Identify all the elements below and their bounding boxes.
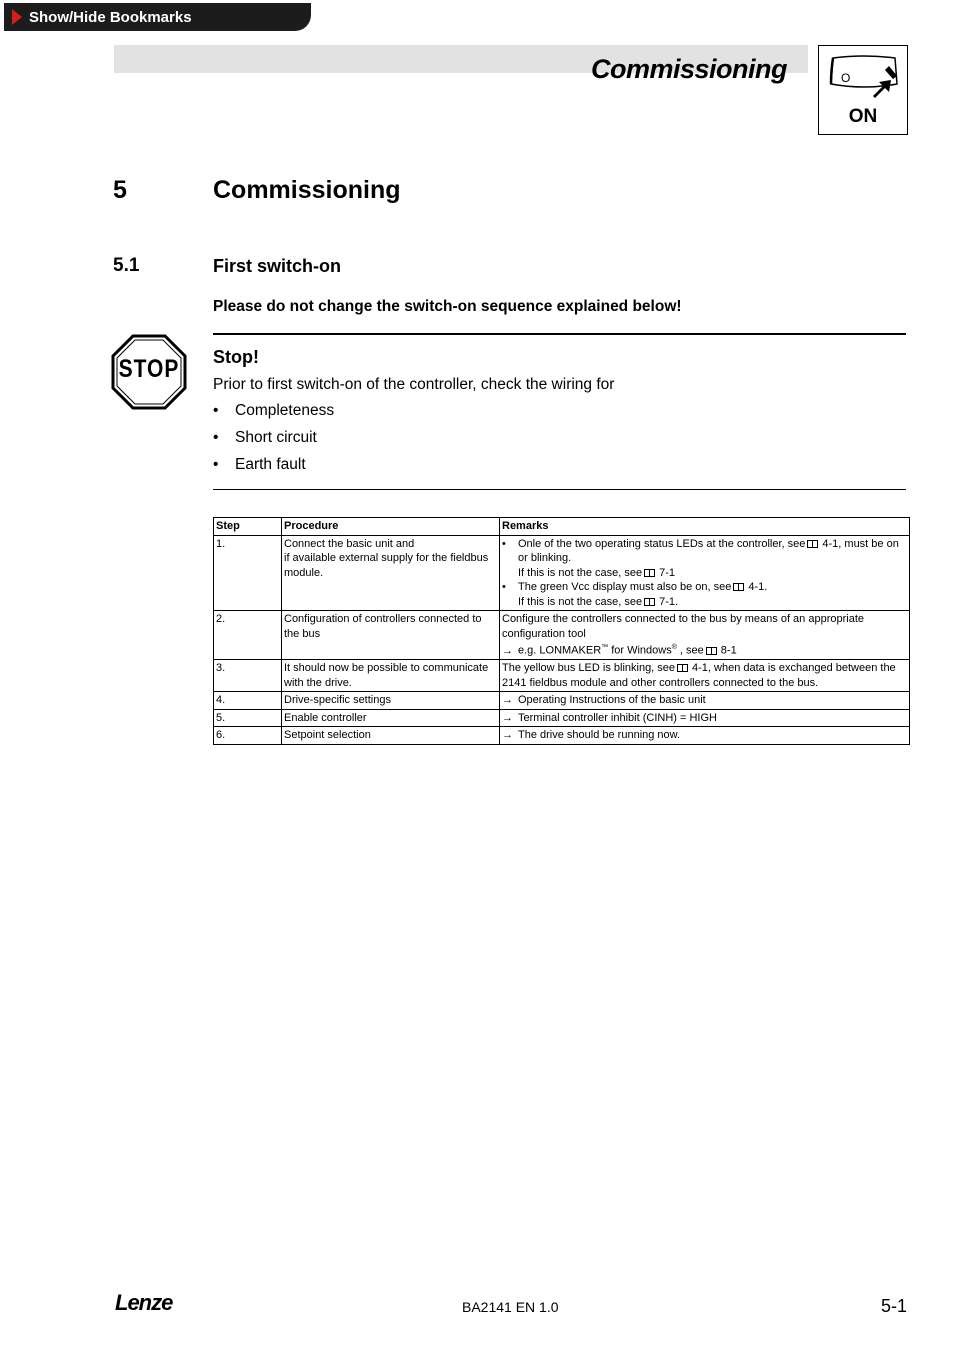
step-cell: 1. — [214, 535, 282, 611]
column-header-remarks: Remarks — [500, 518, 910, 536]
table-row — [214, 660, 910, 692]
manual-reference-icon — [644, 569, 655, 577]
procedure-cell: Drive-specific settings — [282, 692, 500, 710]
step-cell: 3. — [214, 660, 282, 692]
divider-bottom — [213, 489, 906, 490]
commissioning-steps-table — [213, 517, 910, 745]
step-cell: 4. — [214, 692, 282, 710]
procedure-cell: Connect the basic unit and if available external supply for the fieldbus module. — [282, 535, 500, 611]
table-row — [214, 709, 910, 727]
arrow-right-icon: → — [502, 694, 513, 707]
lenze-logo: Lenze — [115, 1290, 173, 1315]
remarks-cell: The yellow bus LED is blinking, see 4-1, when data is exchanged between the 2141 fieldbus module and other controllers connected to the bus. — [500, 660, 910, 692]
switch-on-label: ON — [848, 106, 878, 127]
triangle-right-icon — [12, 9, 22, 25]
procedure-cell: Configuration of controllers connected to the bus — [282, 611, 500, 660]
section-number: 5.1 — [113, 255, 140, 276]
list-item-text: Earth fault — [235, 456, 306, 473]
section-title: First switch-on — [213, 256, 342, 276]
table-header-row — [214, 518, 910, 536]
stop-sign-icon — [111, 334, 187, 415]
procedure-cell: Enable controller — [282, 709, 500, 727]
step-cell: 6. — [214, 727, 282, 745]
list-item: • Short circuit — [213, 429, 317, 446]
remarks-cell: → Terminal controller inhibit (CINH) = HIGH — [500, 709, 910, 727]
procedure-cell: It should now be possible to communicate with the drive. — [282, 660, 500, 692]
manual-reference-icon — [644, 598, 655, 606]
remarks-cell: Configure the controllers connected to the bus by means of an appropriate configuration tool → e.g. LONMAKER™ for Windows® , see 8-1 — [500, 611, 910, 660]
column-header-step: Step — [214, 518, 282, 536]
chapter-title: Commissioning — [213, 176, 401, 204]
manual-reference-icon — [706, 647, 717, 655]
divider-top — [213, 333, 906, 335]
stop-title: Stop! — [213, 347, 259, 367]
header-title: Commissioning — [590, 54, 787, 84]
show-hide-bookmarks-label: Show/Hide Bookmarks — [29, 8, 192, 26]
step-cell: 5. — [214, 709, 282, 727]
list-item: • Completeness — [213, 402, 335, 419]
warning-text: Please do not change the switch-on sequence explained below! — [213, 298, 682, 315]
arrow-right-icon: → — [502, 644, 513, 657]
procedure-cell: Setpoint selection — [282, 727, 500, 745]
list-item: • Earth fault — [213, 456, 306, 473]
list-item-text: Short circuit — [235, 429, 317, 446]
table-row — [214, 611, 910, 660]
table-row — [214, 535, 910, 611]
show-hide-bookmarks-button[interactable] — [4, 3, 311, 31]
chapter-number: 5 — [113, 176, 127, 204]
list-item-text: Completeness — [235, 402, 335, 419]
remarks-cell: • Onle of the two operating status LEDs at the controller, see 4-1, must be on or blinking. If this is not the case, see 7-1 • The green Vcc display must also be on, see 4-1. If this is not the case, see 7-1. — [500, 535, 910, 611]
page-number: 5-1 — [880, 1296, 907, 1316]
switch-off-symbol: O — [841, 71, 851, 85]
remarks-cell: → The drive should be running now. — [500, 727, 910, 745]
wiring-check-list — [213, 402, 334, 483]
manual-reference-icon — [677, 664, 688, 672]
arrow-right-icon: → — [502, 711, 513, 724]
remarks-cell: → Operating Instructions of the basic unit — [500, 692, 910, 710]
stop-intro: Prior to first switch-on of the controller, check the wiring for — [213, 376, 615, 393]
arrow-right-icon: → — [502, 729, 513, 742]
table-row — [214, 727, 910, 745]
manual-reference-icon — [807, 540, 818, 548]
step-cell: 2. — [214, 611, 282, 660]
document-id: BA2141 EN 1.0 — [462, 1299, 559, 1315]
column-header-procedure: Procedure — [282, 518, 500, 536]
stop-sign-text: STOP — [118, 355, 180, 384]
power-switch-icon — [818, 45, 908, 135]
manual-reference-icon — [733, 583, 744, 591]
table-row — [214, 692, 910, 710]
